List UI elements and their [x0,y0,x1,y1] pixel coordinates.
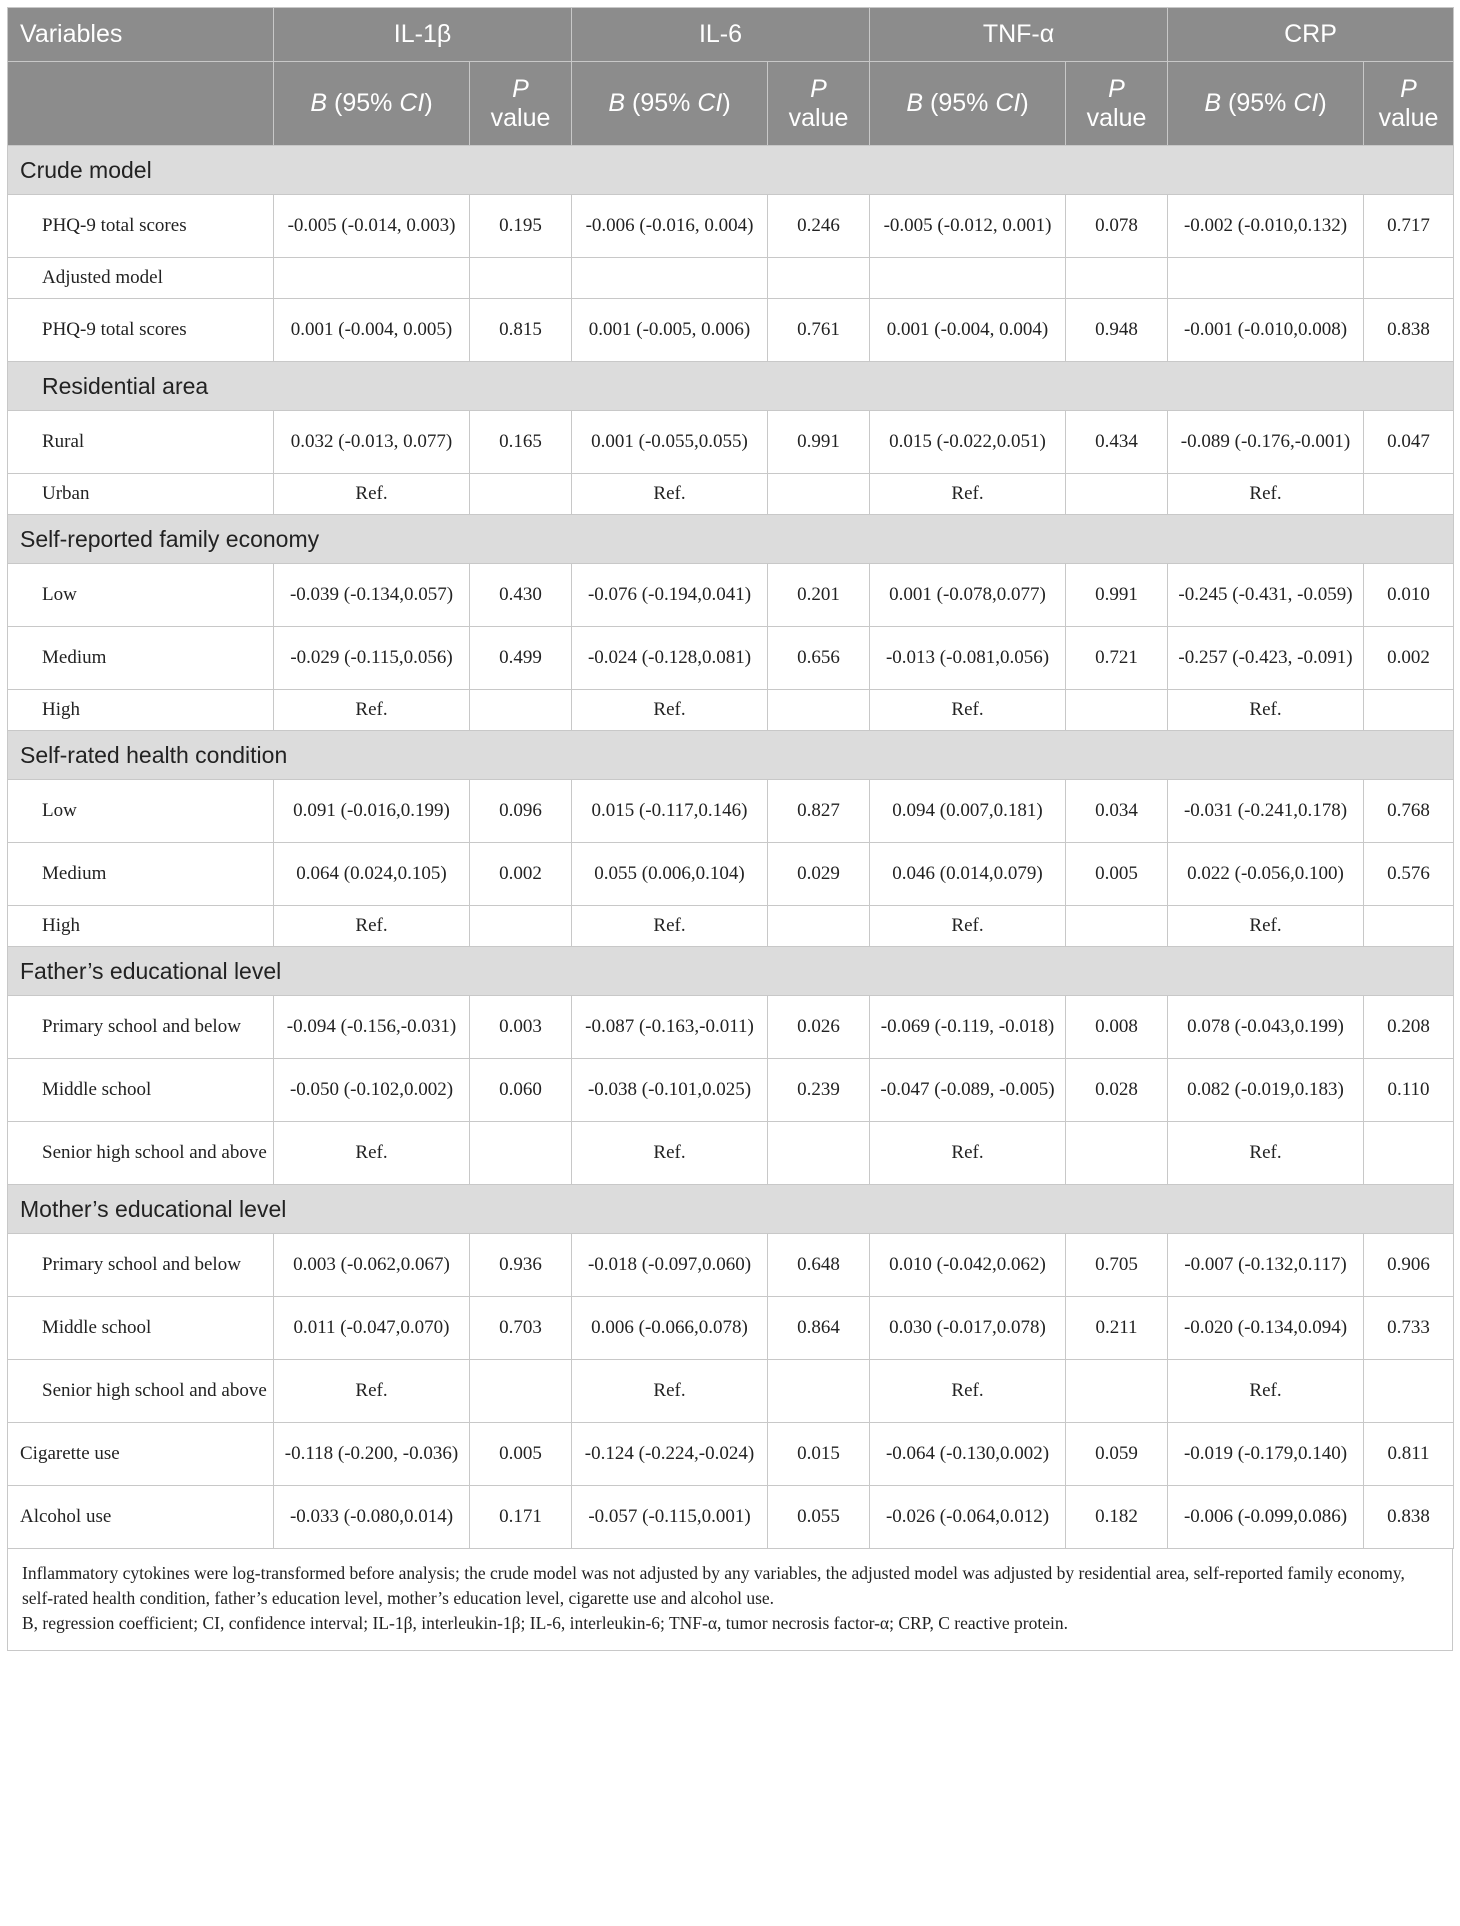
coefficient-cell: Ref. [1168,1122,1364,1185]
table-row [8,690,1454,731]
tnf-header: TNF-α [870,8,1168,62]
row-label: Rural [8,411,274,474]
coefficient-cell: Ref. [1168,1360,1364,1423]
section-header-crude [8,146,1454,195]
p-value-cell [1364,474,1454,515]
p-value-cell [768,690,870,731]
p-value-cell [1364,1122,1454,1185]
p-value-cell: 0.499 [470,627,572,690]
p-value-cell: 0.936 [470,1234,572,1297]
coefficient-cell: Ref. [274,1122,470,1185]
p-value-cell: 0.733 [1364,1297,1454,1360]
coefficient-cell: Ref. [1168,474,1364,515]
table-row [8,1059,1454,1122]
coefficient-cell: Ref. [870,1360,1066,1423]
coefficient-cell: 0.078 (-0.043,0.199) [1168,996,1364,1059]
p-value-cell: 0.055 [768,1486,870,1549]
coefficient-cell: -0.006 (-0.099,0.086) [1168,1486,1364,1549]
b-ci-part: CI [399,89,425,117]
row-label: Medium [8,627,274,690]
b-ci-part: B [310,89,328,117]
table-footnote [7,1549,1453,1651]
coefficient-cell: 0.015 (-0.022,0.051) [870,411,1066,474]
p-value-cell [1066,474,1168,515]
coefficient-cell: 0.001 (-0.004, 0.004) [870,299,1066,362]
coefficient-cell: Ref. [572,690,768,731]
footnote-models: Inflammatory cytokines were log-transformed before analysis; the crude model was not adjusted by any variables, the adjusted model was adjusted by residential area, self-reported family economy, self-rated health condition, father’s education level, mother’s education level, cigarette use and alcohol use. [22,1563,1405,1608]
p-value-cell: 0.208 [1364,996,1454,1059]
p-value-cell: 0.034 [1066,780,1168,843]
value-label: value [1378,103,1439,132]
coefficient-cell: -0.089 (-0.176,-0.001) [1168,411,1364,474]
b-ci-part: B [906,89,924,117]
table-row [8,1234,1454,1297]
row-label: Primary school and below [8,996,274,1059]
section-title: Crude model [8,146,1454,195]
table-row [8,474,1454,515]
coefficient-cell: Ref. [1168,906,1364,947]
row-label: Middle school [8,1297,274,1360]
p-value-cell: 0.002 [470,843,572,906]
table-row [8,1297,1454,1360]
table-row [8,1360,1454,1423]
coefficient-cell: -0.029 (-0.115,0.056) [274,627,470,690]
coefficient-cell: -0.076 (-0.194,0.041) [572,564,768,627]
coefficient-cell: -0.001 (-0.010,0.008) [1168,299,1364,362]
footnote-abbreviations: B, regression coefficient; CI, confidence interval; IL-1β, interleukin-1β; IL-6, interleukin-6; TNF-α, tumor necrosis factor-α; CRP, C reactive protein. [22,1613,1068,1633]
coefficient-cell: 0.006 (-0.066,0.078) [572,1297,768,1360]
coefficient-cell: -0.013 (-0.081,0.056) [870,627,1066,690]
section-title: Father’s educational level [8,947,1454,996]
coefficient-cell: -0.033 (-0.080,0.014) [274,1486,470,1549]
variables-header: Variables [8,8,274,62]
coefficient-cell: -0.019 (-0.179,0.140) [1168,1423,1364,1486]
coefficient-cell: 0.001 (-0.078,0.077) [870,564,1066,627]
p-value-cell: 0.811 [1364,1423,1454,1486]
coefficient-cell: -0.245 (-0.431, -0.059) [1168,564,1364,627]
coefficient-cell: Ref. [870,474,1066,515]
b-ci-header [870,62,1066,146]
section-header-economy [8,515,1454,564]
row-label: Senior high school and above [8,1122,274,1185]
coefficient-cell: Ref. [1168,690,1364,731]
p-value-cell: 0.838 [1364,1486,1454,1549]
b-ci-part: (95% [327,89,400,117]
coefficient-cell: -0.007 (-0.132,0.117) [1168,1234,1364,1297]
empty-cell [870,258,1066,299]
section-header-residential [8,362,1454,411]
coefficient-cell: -0.118 (-0.200, -0.036) [274,1423,470,1486]
table-row [8,411,1454,474]
value-label: value [788,103,849,132]
coefficient-cell: -0.050 (-0.102,0.002) [274,1059,470,1122]
p-value-cell: 0.991 [768,411,870,474]
p-value-cell: 0.010 [1364,564,1454,627]
coefficient-cell: -0.047 (-0.089, -0.005) [870,1059,1066,1122]
coefficient-cell: -0.039 (-0.134,0.057) [274,564,470,627]
coefficient-cell: Ref. [274,690,470,731]
p-value-header [470,62,572,146]
p-value-cell: 0.005 [470,1423,572,1486]
p-value-cell: 0.060 [470,1059,572,1122]
p-value-cell: 0.721 [1066,627,1168,690]
coefficient-cell: -0.038 (-0.101,0.025) [572,1059,768,1122]
coefficient-cell: 0.032 (-0.013, 0.077) [274,411,470,474]
p-value-cell [1364,906,1454,947]
b-ci-part: B [1204,89,1222,117]
p-value-cell [1066,1360,1168,1423]
coefficient-cell: Ref. [274,474,470,515]
table-row [8,1122,1454,1185]
p-value-header [1364,62,1454,146]
empty-cell [470,258,572,299]
b-ci-header [274,62,470,146]
coefficient-cell: 0.015 (-0.117,0.146) [572,780,768,843]
table-row [8,1423,1454,1486]
row-label: Medium [8,843,274,906]
coefficient-cell: Ref. [572,1122,768,1185]
coefficient-cell: -0.124 (-0.224,-0.024) [572,1423,768,1486]
p-value-cell [1364,1360,1454,1423]
p-value-header [1066,62,1168,146]
p-value-cell: 0.078 [1066,195,1168,258]
p-label: P [512,74,529,103]
p-value-cell: 0.703 [470,1297,572,1360]
p-value-cell: 0.165 [470,411,572,474]
coefficient-cell: -0.031 (-0.241,0.178) [1168,780,1364,843]
p-value-cell: 0.761 [768,299,870,362]
empty-cell [1066,258,1168,299]
coefficient-cell: Ref. [274,1360,470,1423]
section-title: Residential area [8,362,1454,411]
crp-header: CRP [1168,8,1454,62]
p-value-cell [1066,906,1168,947]
coefficient-cell: 0.010 (-0.042,0.062) [870,1234,1066,1297]
coefficient-cell: -0.024 (-0.128,0.081) [572,627,768,690]
p-value-cell: 0.003 [470,996,572,1059]
p-value-cell: 0.838 [1364,299,1454,362]
row-label: High [8,906,274,947]
empty-cell [768,258,870,299]
coefficient-cell: 0.082 (-0.019,0.183) [1168,1059,1364,1122]
p-value-cell [768,906,870,947]
p-value-cell: 0.906 [1364,1234,1454,1297]
empty-cell [1364,258,1454,299]
value-label: value [1086,103,1147,132]
empty-cell [274,258,470,299]
p-value-cell: 0.182 [1066,1486,1168,1549]
coefficient-cell: 0.091 (-0.016,0.199) [274,780,470,843]
coefficient-cell: Ref. [274,906,470,947]
p-value-cell: 0.059 [1066,1423,1168,1486]
coefficient-cell: -0.018 (-0.097,0.060) [572,1234,768,1297]
b-ci-part: (95% [923,89,996,117]
results-table-container [7,7,1453,1651]
table-row [8,258,1454,299]
table-row [8,564,1454,627]
p-value-cell: 0.656 [768,627,870,690]
coefficient-cell: 0.022 (-0.056,0.100) [1168,843,1364,906]
p-value-cell: 0.576 [1364,843,1454,906]
section-title: Self-rated health condition [8,731,1454,780]
row-label: Low [8,564,274,627]
p-value-cell: 0.002 [1364,627,1454,690]
section-header-father [8,947,1454,996]
row-label: PHQ-9 total scores [8,195,274,258]
coefficient-cell: 0.003 (-0.062,0.067) [274,1234,470,1297]
coefficient-cell: 0.046 (0.014,0.079) [870,843,1066,906]
p-value-cell: 0.648 [768,1234,870,1297]
coefficient-cell: Ref. [870,690,1066,731]
p-value-cell [470,690,572,731]
p-value-cell [470,474,572,515]
section-title: Mother’s educational level [8,1185,1454,1234]
p-value-cell: 0.008 [1066,996,1168,1059]
p-value-cell: 0.047 [1364,411,1454,474]
row-label: High [8,690,274,731]
p-value-cell [768,1122,870,1185]
coefficient-cell: -0.057 (-0.115,0.001) [572,1486,768,1549]
p-value-cell [1066,1122,1168,1185]
coefficient-cell: 0.064 (0.024,0.105) [274,843,470,906]
coefficient-cell: 0.011 (-0.047,0.070) [274,1297,470,1360]
b-ci-part: CI [1293,89,1319,117]
b-ci-part: CI [697,89,723,117]
b-ci-part: ) [1020,89,1029,117]
coefficient-cell: -0.002 (-0.010,0.132) [1168,195,1364,258]
p-value-cell: 0.029 [768,843,870,906]
empty-cell [572,258,768,299]
blank-header-cell [8,62,274,146]
coefficient-cell: 0.055 (0.006,0.104) [572,843,768,906]
table-row [8,780,1454,843]
coefficient-cell: 0.030 (-0.017,0.078) [870,1297,1066,1360]
header-row-groups [8,8,1454,62]
p-value-cell: 0.110 [1364,1059,1454,1122]
b-ci-part: ) [722,89,731,117]
p-value-cell: 0.005 [1066,843,1168,906]
coefficient-cell: -0.064 (-0.130,0.002) [870,1423,1066,1486]
p-label: P [810,74,827,103]
row-label: Low [8,780,274,843]
coefficient-cell: -0.026 (-0.064,0.012) [870,1486,1066,1549]
row-label: Alcohol use [8,1486,274,1549]
section-header-mother [8,1185,1454,1234]
b-ci-part: B [608,89,626,117]
p-value-cell: 0.201 [768,564,870,627]
table-row [8,843,1454,906]
row-label: Senior high school and above [8,1360,274,1423]
p-value-cell [470,1360,572,1423]
b-ci-part: (95% [1221,89,1294,117]
coefficient-cell: Ref. [870,906,1066,947]
p-label: P [1108,74,1125,103]
il1b-header: IL-1β [274,8,572,62]
coefficient-cell: -0.005 (-0.014, 0.003) [274,195,470,258]
coefficient-cell: Ref. [572,1360,768,1423]
section-header-health [8,731,1454,780]
row-label: Primary school and below [8,1234,274,1297]
table-row [8,996,1454,1059]
p-label: P [1400,74,1417,103]
coefficient-cell: -0.087 (-0.163,-0.011) [572,996,768,1059]
section-title: Self-reported family economy [8,515,1454,564]
p-value-cell: 0.864 [768,1297,870,1360]
empty-cell [1168,258,1364,299]
table-row [8,1486,1454,1549]
coefficient-cell: -0.094 (-0.156,-0.031) [274,996,470,1059]
p-value-cell: 0.015 [768,1423,870,1486]
table-row [8,299,1454,362]
coefficient-cell: 0.094 (0.007,0.181) [870,780,1066,843]
coefficient-cell: 0.001 (-0.055,0.055) [572,411,768,474]
p-value-cell: 0.434 [1066,411,1168,474]
p-value-cell: 0.430 [470,564,572,627]
p-value-cell [470,1122,572,1185]
p-value-cell: 0.948 [1066,299,1168,362]
coefficient-cell: -0.257 (-0.423, -0.091) [1168,627,1364,690]
p-value-header [768,62,870,146]
p-value-cell: 0.717 [1364,195,1454,258]
row-label: Urban [8,474,274,515]
p-value-cell: 0.239 [768,1059,870,1122]
table-row [8,627,1454,690]
p-value-cell: 0.211 [1066,1297,1168,1360]
row-label: Cigarette use [8,1423,274,1486]
coefficient-cell: -0.069 (-0.119, -0.018) [870,996,1066,1059]
row-label: PHQ-9 total scores [8,299,274,362]
b-ci-header [572,62,768,146]
table-row [8,195,1454,258]
value-label: value [490,103,551,132]
coefficient-cell: Ref. [870,1122,1066,1185]
p-value-cell: 0.026 [768,996,870,1059]
coefficient-cell: -0.020 (-0.134,0.094) [1168,1297,1364,1360]
p-value-cell [470,906,572,947]
regression-table [7,7,1454,1549]
p-value-cell: 0.096 [470,780,572,843]
p-value-cell [1066,690,1168,731]
p-value-cell: 0.246 [768,195,870,258]
b-ci-part: ) [1318,89,1327,117]
table-body [8,146,1454,1549]
p-value-cell: 0.171 [470,1486,572,1549]
p-value-cell [768,474,870,515]
b-ci-part: (95% [625,89,698,117]
p-value-cell [1364,690,1454,731]
coefficient-cell: 0.001 (-0.005, 0.006) [572,299,768,362]
row-label: Middle school [8,1059,274,1122]
p-value-cell: 0.195 [470,195,572,258]
table-row [8,906,1454,947]
p-value-cell: 0.991 [1066,564,1168,627]
coefficient-cell: -0.005 (-0.012, 0.001) [870,195,1066,258]
p-value-cell [768,1360,870,1423]
p-value-cell: 0.028 [1066,1059,1168,1122]
row-label: Adjusted model [8,258,274,299]
b-ci-part: CI [995,89,1021,117]
p-value-cell: 0.705 [1066,1234,1168,1297]
b-ci-part: ) [424,89,433,117]
coefficient-cell: 0.001 (-0.004, 0.005) [274,299,470,362]
p-value-cell: 0.768 [1364,780,1454,843]
p-value-cell: 0.827 [768,780,870,843]
coefficient-cell: Ref. [572,906,768,947]
coefficient-cell: Ref. [572,474,768,515]
il6-header: IL-6 [572,8,870,62]
header-row-stats [8,62,1454,146]
p-value-cell: 0.815 [470,299,572,362]
coefficient-cell: -0.006 (-0.016, 0.004) [572,195,768,258]
b-ci-header [1168,62,1364,146]
